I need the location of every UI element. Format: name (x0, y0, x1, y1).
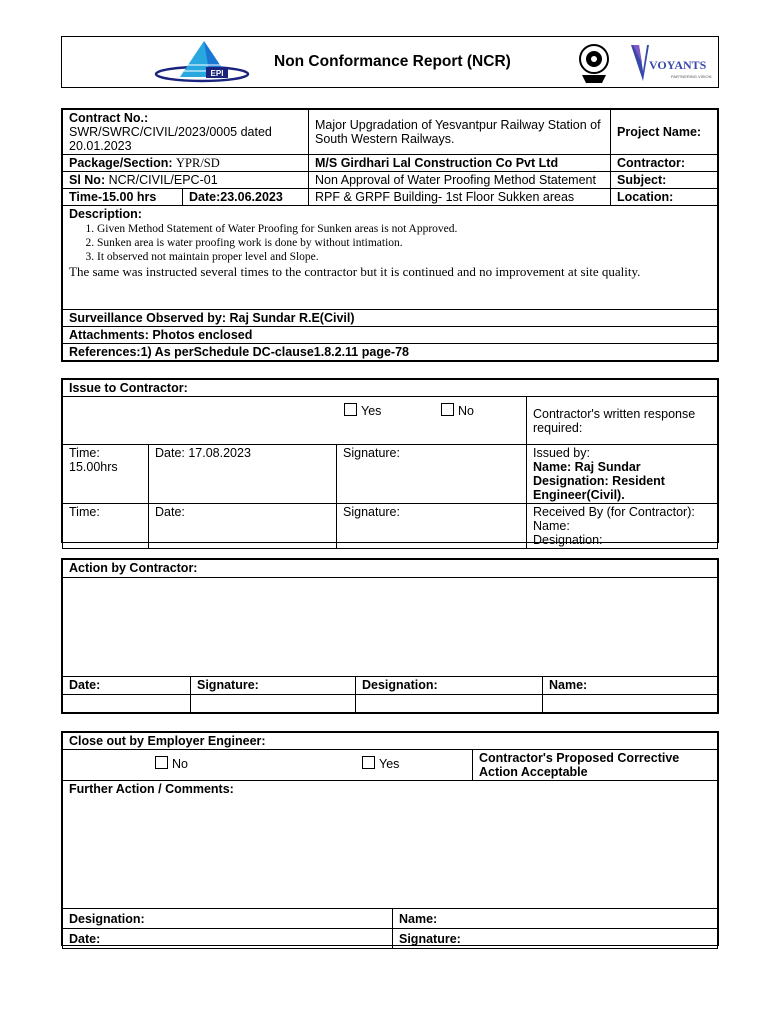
package-cell (63, 155, 309, 172)
action-signature-label: Signature: (191, 677, 356, 695)
description-cell (63, 206, 718, 310)
issued-by-cell (527, 445, 718, 504)
contractor-label: Contractor: (611, 155, 718, 172)
action-date-label: Date: (63, 677, 191, 695)
voyants-logo (629, 41, 717, 83)
no-checkbox[interactable] (155, 756, 168, 769)
received-by-label: Received By (for Contractor): (533, 505, 695, 519)
svg-text:EPI: EPI (210, 69, 224, 78)
yes-checkbox-option[interactable] (362, 756, 399, 771)
receive-date-label: Date: (149, 504, 337, 549)
no-checkbox[interactable] (441, 403, 454, 416)
issue-time-cell (63, 445, 149, 504)
time-value: Time-15.00 hrs (63, 189, 183, 206)
action-name-label: Name: (543, 677, 718, 695)
issued-by-name: Name: Raj Sundar (533, 460, 641, 474)
sl-no-label: Sl No: (69, 173, 106, 187)
response-options-cell (63, 397, 527, 445)
description-item: 3. It observed not maintain proper level and Slope. (97, 250, 711, 264)
railway-emblem-icon (576, 41, 612, 85)
attachments-row: Attachments: Photos enclosed (63, 327, 718, 344)
contract-no-value: SWR/SWRC/CIVIL/2023/0005 dated 20.01.2023 (69, 125, 272, 153)
yes-label: Yes (361, 404, 382, 418)
issue-time-label: Time: (69, 446, 100, 460)
action-heading: Action by Contractor: (63, 560, 718, 578)
close-out-designation-label: Designation: (63, 909, 393, 929)
no-checkbox-option[interactable] (155, 756, 188, 771)
sl-no-value: NCR/CIVIL/EPC-01 (108, 173, 218, 187)
issue-to-contractor-section (61, 378, 719, 547)
svg-text:VOYANTS: VOYANTS (649, 58, 707, 72)
location-label: Location: (611, 189, 718, 206)
surveillance-row: Surveillance Observed by: Raj Sundar R.E(Civil) (63, 310, 718, 327)
contract-no-cell (63, 110, 309, 155)
no-checkbox-option[interactable] (441, 403, 474, 418)
references-row: References:1) As perSchedule DC-clause1.8.2.11 page-78 (63, 344, 718, 361)
ncr-details-table (61, 108, 719, 362)
receive-signature-label: Signature: (337, 504, 527, 549)
sl-no-cell (63, 172, 309, 189)
action-designation-field[interactable] (356, 695, 543, 713)
epi-logo (154, 39, 264, 85)
response-required-label: Contractor's written response required: (527, 397, 718, 445)
received-designation-label: Designation: (533, 533, 603, 547)
action-body (63, 578, 718, 677)
received-by-cell (527, 504, 718, 549)
package-value: YPR/SD (176, 156, 220, 170)
further-action-comments: Further Action / Comments: (63, 781, 718, 909)
received-name-label: Name: (533, 519, 570, 533)
issued-by-designation: Designation: Resident Engineer(Civil). (533, 474, 665, 502)
acceptance-options-cell (63, 750, 473, 781)
description-note: The same was instructed several times to the contractor but it is continued and no improvement at site quality. (69, 264, 641, 279)
receive-time-label: Time: (63, 504, 149, 549)
action-date-field[interactable] (63, 695, 191, 713)
subject-label: Subject: (611, 172, 718, 189)
project-name-label: Project Name: (611, 110, 718, 155)
close-out-date-label: Date: (63, 929, 393, 949)
date-value: Date:23.06.2023 (183, 189, 309, 206)
yes-label: Yes (379, 757, 400, 771)
action-signature-field[interactable] (191, 695, 356, 713)
contractor-value: M/S Girdhari Lal Construction Co Pvt Ltd (309, 155, 611, 172)
close-out-section (61, 731, 719, 946)
close-out-signature-label: Signature: (393, 929, 718, 949)
close-out-heading: Close out by Employer Engineer: (63, 733, 718, 750)
description-item: 1. Given Method Statement of Water Proofing for Sunken areas is not Approved. (97, 222, 711, 236)
location-value: RPF & GRPF Building- 1st Floor Sukken areas (309, 189, 611, 206)
issue-date: Date: 17.08.2023 (149, 445, 337, 504)
yes-checkbox[interactable] (362, 756, 375, 769)
description-item: 2. Sunken area is water proofing work is done by without intimation. (97, 236, 711, 250)
action-by-contractor-section (61, 558, 719, 714)
action-name-field[interactable] (543, 695, 718, 713)
project-name-value: Major Upgradation of Yesvantpur Railway Station of South Western Railways. (309, 110, 611, 155)
description-label: Description: (69, 207, 142, 221)
report-header (61, 36, 719, 88)
issue-signature-label: Signature: (337, 445, 527, 504)
subject-value: Non Approval of Water Proofing Method Statement (309, 172, 611, 189)
contract-no-label: Contract No.: (69, 111, 149, 125)
corrective-action-acceptable-label: Contractor's Proposed Corrective Action Acceptable (473, 750, 718, 781)
package-label: Package/Section: (69, 156, 173, 170)
no-label: No (172, 757, 188, 771)
yes-checkbox[interactable] (344, 403, 357, 416)
no-label: No (458, 404, 474, 418)
action-designation-label: Designation: (356, 677, 543, 695)
close-out-name-label: Name: (393, 909, 718, 929)
svg-text:PARTNERING VISION: PARTNERING VISION (671, 74, 712, 79)
yes-checkbox-option[interactable] (344, 403, 381, 418)
issue-time-value: 15.00hrs (69, 460, 118, 474)
report-title: Non Conformance Report (NCR) (274, 53, 511, 70)
issue-heading: Issue to Contractor: (63, 380, 718, 397)
description-list (69, 222, 711, 264)
issued-by-label: Issued by: (533, 446, 590, 460)
